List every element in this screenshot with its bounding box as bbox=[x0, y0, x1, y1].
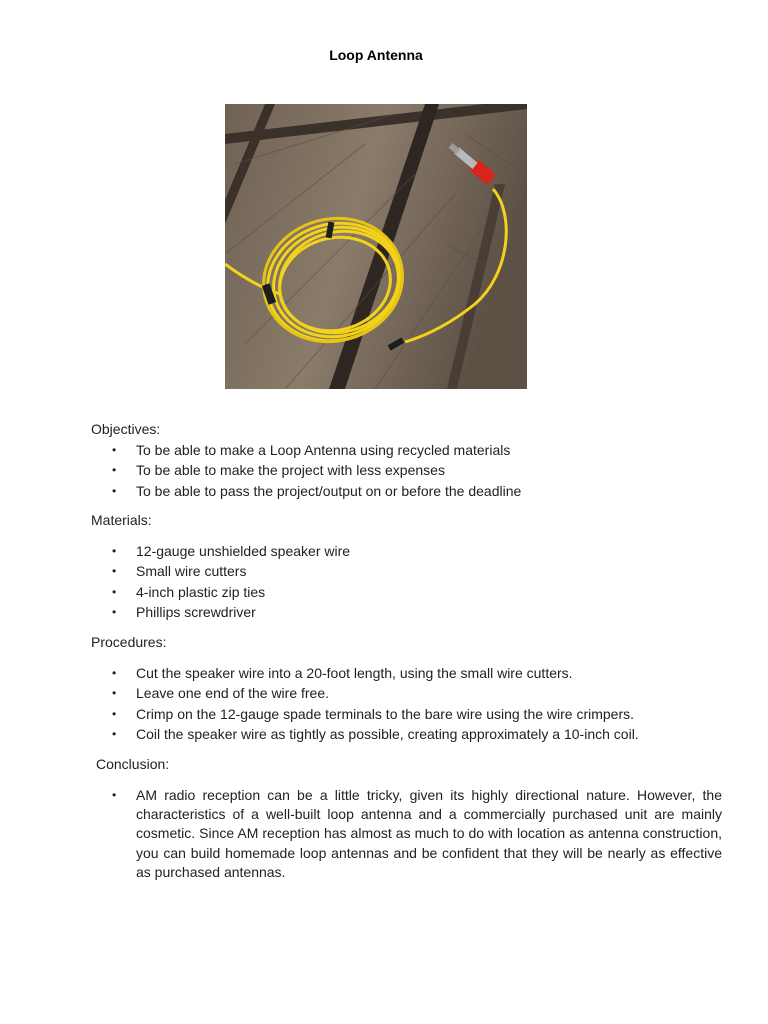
list-item: • Small wire cutters bbox=[108, 561, 728, 581]
procedures-heading: Procedures: bbox=[91, 634, 167, 650]
list-item: • Coil the speaker wire as tightly as possible, creating approximately a 10-inch coil. bbox=[108, 724, 728, 744]
conclusion-text: AM radio reception can be a little tricky, given its highly directional nature. However, the characteristics of a well-built loop antenna and a commercially purchased unit are mainly cosmetic. Since AM reception has almost as much to do with location as antenna construction, you can build homemade loop antennas and be confident that they will be nearly as effective as purchased antennas. bbox=[136, 787, 722, 880]
materials-list bbox=[108, 541, 728, 623]
bullet-icon: • bbox=[112, 564, 117, 579]
list-item: • Cut the speaker wire into a 20-foot length, using the small wire cutters. bbox=[108, 663, 728, 683]
list-item: • To be able to make a Loop Antenna using recycled materials bbox=[108, 440, 728, 460]
bullet-icon: • bbox=[112, 544, 117, 558]
bullet-icon: • bbox=[112, 788, 117, 802]
list-item: • To be able to make the project with less expenses bbox=[108, 460, 728, 480]
conclusion-list-item bbox=[108, 786, 722, 882]
list-item: • Leave one end of the wire free. bbox=[108, 683, 728, 703]
bullet-icon: • bbox=[112, 686, 117, 701]
objectives-heading: Objectives: bbox=[91, 421, 161, 437]
bullet-icon: • bbox=[112, 483, 117, 498]
document-title: Loop Antenna bbox=[329, 47, 423, 63]
bullet-icon: • bbox=[112, 706, 117, 721]
list-item: • Crimp on the 12-gauge spade terminals to the bare wire using the wire crimpers. bbox=[108, 704, 728, 724]
materials-heading: Materials: bbox=[91, 512, 152, 528]
bullet-icon: • bbox=[112, 463, 117, 478]
list-item: • Phillips screwdriver bbox=[108, 602, 728, 622]
list-item: • 12-gauge unshielded speaker wire bbox=[108, 541, 728, 561]
bullet-icon: • bbox=[112, 584, 117, 599]
loop-antenna-photo bbox=[225, 104, 527, 389]
conclusion-heading: Conclusion: bbox=[96, 756, 170, 772]
coiled-wire-image bbox=[225, 104, 527, 389]
list-item: • 4-inch plastic zip ties bbox=[108, 582, 728, 602]
bullet-icon: • bbox=[112, 666, 117, 680]
bullet-icon: • bbox=[112, 727, 117, 742]
procedures-list bbox=[108, 663, 728, 745]
objectives-list bbox=[108, 440, 728, 501]
bullet-icon: • bbox=[112, 443, 117, 457]
bullet-icon: • bbox=[112, 605, 117, 620]
list-item: • To be able to pass the project/output on or before the deadline bbox=[108, 481, 728, 501]
